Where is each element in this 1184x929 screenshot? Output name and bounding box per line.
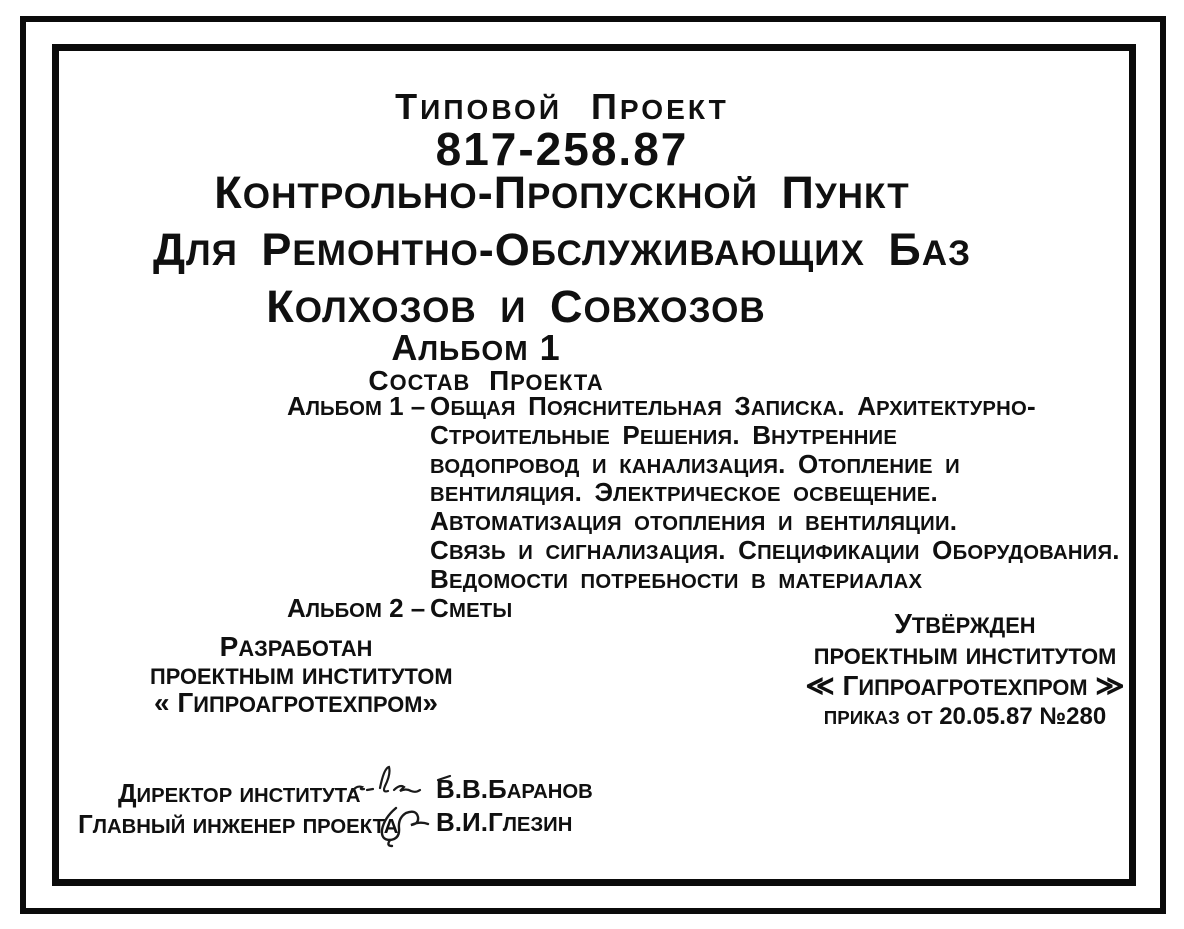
developed-by-block — [150, 631, 453, 718]
director-name: В.В.БАРАНОВ — [436, 774, 593, 804]
project-title-line-2: ДЛЯ РЕМОНТНО-ОБСЛУЖИВАЮЩИХ БАЗ — [152, 224, 972, 275]
approved-by-block — [800, 609, 1130, 732]
album-1-label: АЛЬБОМ 1 – — [287, 391, 426, 421]
album-2-content-line: СМЕТЫ — [430, 592, 513, 623]
approved-by-line: УТВЁРЖДЕН — [894, 608, 1036, 639]
approved-by-line: ≪ ГИПРОАГРОТЕХПРОМ ≫ — [805, 670, 1125, 701]
developed-by-line: ПРОЕКТНЫМ ИНСТИТУТОМ — [150, 664, 453, 689]
album-1-content-line: СВЯЗЬ И СИГНАЛИЗАЦИЯ. СПЕЦИФИКАЦИИ ОБОРУДОВАНИЯ. — [430, 534, 1120, 565]
approved-by-line: ПРОЕКТНЫМ ИНСТИТУТОМ — [813, 644, 1117, 669]
director-role-label: ДИРЕКТОР ИНСТИТУТА — [118, 778, 361, 808]
chief-engineer-name: В.И.ГЛЕЗИН — [436, 807, 573, 837]
album-1-content-line: ВОДОПРОВОД И КАНАЛИЗАЦИЯ. ОТОПЛЕНИЕ И — [430, 448, 960, 479]
album-1-content-line: ОБЩАЯ ПОЯСНИТЕЛЬНАЯ ЗАПИСКА. АРХИТЕКТУРНО- — [430, 391, 1036, 421]
developed-by-line: « ГИПРОАГРОТЕХПРОМ» — [154, 687, 438, 718]
chief-engineer-signature-icon — [382, 808, 428, 846]
signatory-roles — [78, 778, 399, 841]
composition-row-album-1 — [287, 391, 1120, 596]
approval-order-line: ПРИКАЗ ОТ 20.05.87 №280 — [823, 703, 1107, 730]
album-1-content-line: ВЕДОМОСТИ ПОТРЕБНОСТИ В МАТЕРИАЛАХ — [430, 563, 923, 594]
album-heading: АЛЬБОМ 1 — [391, 327, 561, 368]
album-1-content-line: ВЕНТИЛЯЦИЯ. ЭЛЕКТРИЧЕСКОЕ ОСВЕЩЕНИЕ. — [430, 477, 938, 508]
chief-engineer-role-label: ГЛАВНЫЙ ИНЖЕНЕР ПРОЕКТА — [78, 809, 399, 839]
album-1-content-line: АВТОМАТИЗАЦИЯ ОТОПЛЕНИЯ И ВЕНТИЛЯЦИИ. — [430, 506, 958, 537]
album-1-content-line: СТРОИТЕЛЬНЫЕ РЕШЕНИЯ. ВНУТРЕННИЕ — [430, 419, 898, 450]
project-title — [72, 166, 1052, 337]
project-title-line-1: КОНТРОЛЬНО-ПРОПУСКНОЙ ПУНКТ — [214, 167, 910, 218]
project-composition-list — [287, 391, 1120, 624]
album-2-label: АЛЬБОМ 2 – — [287, 592, 426, 623]
project-number: 817-258.87 — [435, 123, 689, 175]
composition-heading: СОСТАВ ПРОЕКТА — [368, 365, 604, 396]
project-title-line-3: КОЛХОЗОВ И СОВХОЗОВ — [266, 281, 766, 332]
document-type-heading: ТИПОВОЙ ПРОЕКТ — [395, 86, 729, 127]
developed-by-line: РАЗРАБОТАН — [219, 631, 373, 662]
album-1-contents — [430, 391, 1120, 596]
signatory-names — [436, 774, 676, 840]
